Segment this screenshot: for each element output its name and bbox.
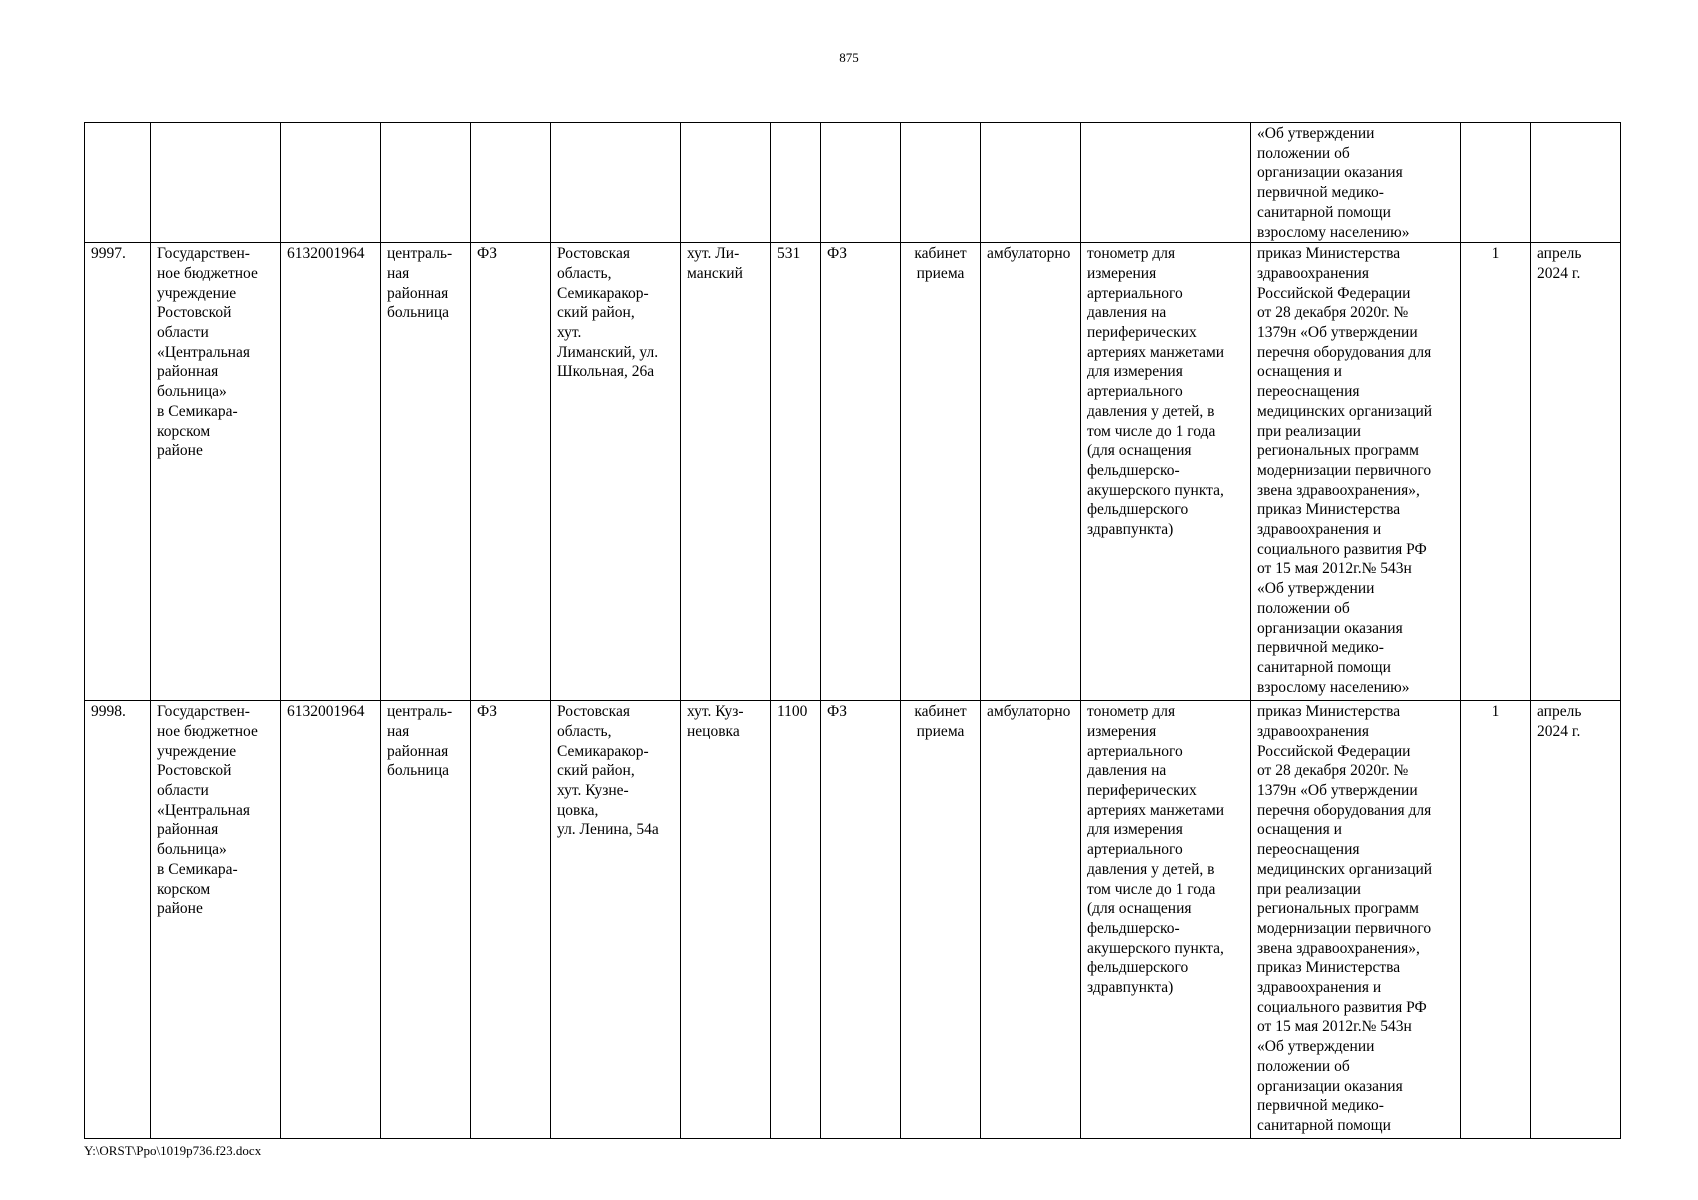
legal-basis-line: санитарной помощи [1257, 1116, 1391, 1134]
equipment-line: давления у детей, в [1087, 402, 1215, 420]
deadline-line: апрель [1537, 245, 1582, 263]
footer-file-path: Y:\ORST\Ppo\1019p736.f23.docx [84, 1143, 262, 1158]
cell-population: 531 [771, 243, 821, 701]
legal-basis-line: перечня оборудования для [1257, 343, 1432, 361]
org-line: районе [157, 442, 203, 460]
legal-basis-line: звена здравоохранения», [1257, 481, 1420, 499]
unit-line: приема [916, 264, 965, 282]
cell-address [551, 123, 681, 243]
locality-line: хут. Ли- [687, 245, 740, 263]
legal-basis-line: здравоохранения и [1257, 979, 1382, 997]
legal-basis-line: медицинских организаций [1257, 402, 1433, 420]
org-line: больница» [157, 383, 227, 401]
equipment-line: давления у детей, в [1087, 860, 1215, 878]
cell-deadline [1531, 243, 1621, 701]
cell-locality [681, 701, 771, 1139]
legal-basis-line: санитарной помощи [1257, 203, 1391, 221]
org-line: Государствен- [157, 245, 250, 263]
legal-basis-line: Российской Федерации [1257, 742, 1411, 760]
cell-fz1: ФЗ [471, 243, 551, 701]
org-line: Государствен- [157, 703, 250, 721]
page-number: 875 [839, 50, 859, 65]
cell-inn [281, 123, 381, 243]
org-line: области [157, 324, 209, 342]
legal-basis-line: 1379н «Об утверждении [1257, 782, 1418, 800]
legal-basis-line: от 15 мая 2012г.№ 543н [1257, 560, 1412, 578]
legal-basis-line: модернизации первичного [1257, 919, 1432, 937]
equipment-line: (для оснащения [1087, 442, 1192, 460]
equipment-line: для измерения [1087, 363, 1183, 381]
cell-inn: 6132001964 [281, 243, 381, 701]
table-row-continuation [85, 123, 1621, 243]
legal-basis-line: здравоохранения [1257, 264, 1369, 282]
legal-basis-line: звена здравоохранения», [1257, 939, 1420, 957]
legal-basis-line: первичной медико- [1257, 184, 1384, 202]
equipment-line: том числе до 1 года [1087, 880, 1216, 898]
cell-locality [681, 123, 771, 243]
equipment-line: акушерского пункта, [1087, 939, 1224, 957]
locality-line: нецовка [687, 722, 740, 740]
cell-locality [681, 243, 771, 701]
equipment-line: артериального [1087, 841, 1183, 859]
deadline-line: апрель [1537, 703, 1582, 721]
equipment-line: периферических [1087, 324, 1197, 342]
legal-basis-line: медицинских организаций [1257, 860, 1433, 878]
address-line: Семикаракор- [557, 284, 649, 302]
cell-equipment [1081, 123, 1251, 243]
cell-num [85, 123, 151, 243]
legal-basis-line: перечня оборудования для [1257, 801, 1432, 819]
unit-line: кабинет [914, 703, 967, 721]
cell-org [151, 123, 281, 243]
legal-basis-line: при реализации [1257, 422, 1361, 440]
legal-basis-line: социального развития РФ [1257, 540, 1427, 558]
equipment-line: измерения [1087, 264, 1157, 282]
legal-basis-line: здравоохранения и [1257, 521, 1382, 539]
org-line: Ростовской [157, 304, 232, 322]
org-line: ное бюджетное [157, 264, 258, 282]
legal-basis-line: при реализации [1257, 880, 1361, 898]
cell-org-type [381, 243, 471, 701]
legal-basis-line: организации оказания [1257, 619, 1403, 637]
equipment-line: артериях манжетами [1087, 343, 1225, 361]
equipment-line: артериях манжетами [1087, 801, 1225, 819]
legal-basis-line: санитарной помощи [1257, 658, 1391, 676]
legal-basis-line: первичной медико- [1257, 639, 1384, 657]
equipment-line: фельдшерского [1087, 501, 1189, 519]
document-table [84, 122, 1621, 1139]
org-line: «Центральная [157, 343, 250, 361]
org-line: районе [157, 900, 203, 918]
table-row [85, 243, 1621, 701]
locality-line: хут. Куз- [687, 703, 744, 721]
org-line: учреждение [157, 284, 237, 302]
legal-basis-line: социального развития РФ [1257, 998, 1427, 1016]
legal-basis-line: модернизации первичного [1257, 461, 1432, 479]
cell-fz1 [471, 123, 551, 243]
cell-care-form [981, 123, 1081, 243]
legal-basis-line: положении об [1257, 1057, 1350, 1075]
org-line: ное бюджетное [157, 722, 258, 740]
org-line: «Центральная [157, 801, 250, 819]
equipment-line: фельдшерского [1087, 959, 1189, 977]
legal-basis-line: «Об утверждении [1257, 125, 1375, 142]
legal-basis-line: организации оказания [1257, 164, 1403, 182]
cell-address [551, 701, 681, 1139]
legal-basis-line: 1379н «Об утверждении [1257, 324, 1418, 342]
legal-basis-line: региональных программ [1257, 442, 1419, 460]
cell-quantity: 1 [1461, 243, 1531, 701]
cell-legal-basis [1251, 243, 1461, 701]
address-line: ул. Ленина, 54а [557, 821, 659, 839]
legal-basis-line: региональных программ [1257, 900, 1419, 918]
org-line: районная [157, 821, 219, 839]
legal-basis-line: от 28 декабря 2020г. № [1257, 762, 1409, 780]
legal-basis-line: «Об утверждении [1257, 580, 1375, 598]
equipment-line: фельдшерско- [1087, 919, 1180, 937]
equipment-line: фельдшерско- [1087, 461, 1180, 479]
cell-unit [901, 701, 981, 1139]
org-line: в Семикара- [157, 860, 238, 878]
legal-basis-line: оснащения и [1257, 821, 1342, 839]
address-line: область, [557, 722, 612, 740]
org-line: области [157, 782, 209, 800]
table-row [85, 701, 1621, 1139]
address-line: ский район, [557, 762, 635, 780]
org-line: Ростовской [157, 762, 232, 780]
org-line: больница» [157, 841, 227, 859]
equipment-line: здравпункта) [1087, 521, 1174, 539]
locality-line: манский [687, 264, 743, 282]
cell-org-type [381, 123, 471, 243]
legal-basis-line: первичной медико- [1257, 1097, 1384, 1115]
equipment-line: том числе до 1 года [1087, 422, 1216, 440]
cell-unit [901, 123, 981, 243]
legal-basis-line: переоснащения [1257, 841, 1360, 859]
cell-org [151, 701, 281, 1139]
legal-basis-line: взрослому населению» [1257, 678, 1410, 696]
cell-address [551, 243, 681, 701]
cell-care-form: амбулаторно [981, 243, 1081, 701]
address-line: Ростовская [557, 703, 630, 721]
org-type-line: ная [387, 722, 410, 740]
cell-fz2 [821, 123, 901, 243]
org-line: корском [157, 880, 211, 898]
cell-population: 1100 [771, 701, 821, 1139]
cell-equipment [1081, 243, 1251, 701]
cell-deadline [1531, 123, 1621, 243]
cell-care-form: амбулаторно [981, 701, 1081, 1139]
equipment-line: артериального [1087, 284, 1183, 302]
legal-basis-line: здравоохранения [1257, 722, 1369, 740]
address-line: область, [557, 264, 612, 282]
cell-org-type [381, 701, 471, 1139]
legal-basis-line: положении об [1257, 599, 1350, 617]
org-line: районная [157, 363, 219, 381]
legal-basis-line: от 15 мая 2012г.№ 543н [1257, 1018, 1412, 1036]
legal-basis-line: приказ Министерства [1257, 959, 1401, 977]
cell-num: 9997. [85, 243, 151, 701]
address-line: цовка, [557, 801, 599, 819]
cell-fz2: ФЗ [821, 243, 901, 701]
address-line: Школьная, 26а [557, 363, 655, 381]
cell-num: 9998. [85, 701, 151, 1139]
org-line: в Семикара- [157, 402, 238, 420]
cell-org [151, 243, 281, 701]
org-type-line: централь- [387, 703, 453, 721]
legal-basis-line: от 28 декабря 2020г. № [1257, 304, 1409, 322]
deadline-line: 2024 г. [1537, 722, 1581, 740]
legal-basis-line: приказ Министерства [1257, 703, 1401, 721]
cell-population [771, 123, 821, 243]
unit-line: приема [916, 722, 965, 740]
address-line: Ростовская [557, 245, 630, 263]
equipment-line: акушерского пункта, [1087, 481, 1224, 499]
cell-inn: 6132001964 [281, 701, 381, 1139]
cell-unit [901, 243, 981, 701]
address-line: хут. Кузне- [557, 782, 629, 800]
cell-quantity [1461, 123, 1531, 243]
equipment-line: для измерения [1087, 821, 1183, 839]
equipment-line: тонометр для [1087, 245, 1176, 263]
equipment-line: артериального [1087, 742, 1183, 760]
deadline-line: 2024 г. [1537, 264, 1581, 282]
org-type-line: районная [387, 284, 449, 302]
equipment-line: (для оснащения [1087, 900, 1192, 918]
legal-basis-line: Российской Федерации [1257, 284, 1411, 302]
cell-legal-basis [1251, 123, 1461, 243]
org-type-line: больница [387, 762, 449, 780]
legal-basis-line: переоснащения [1257, 383, 1360, 401]
cell-deadline [1531, 701, 1621, 1139]
address-line: хут. [557, 324, 582, 342]
org-type-line: ная [387, 264, 410, 282]
equipment-line: артериального [1087, 383, 1183, 401]
cell-fz2: ФЗ [821, 701, 901, 1139]
legal-basis-line: «Об утверждении [1257, 1038, 1375, 1056]
cell-legal-basis [1251, 701, 1461, 1139]
org-type-line: централь- [387, 245, 453, 263]
legal-basis-line: приказ Министерства [1257, 245, 1401, 263]
cell-equipment [1081, 701, 1251, 1139]
equipment-line: здравпункта) [1087, 979, 1174, 997]
address-line: Семикаракор- [557, 742, 649, 760]
org-line: учреждение [157, 742, 237, 760]
legal-basis-line: приказ Министерства [1257, 501, 1401, 519]
equipment-line: давления на [1087, 762, 1167, 780]
address-line: ский район, [557, 304, 635, 322]
equipment-line: давления на [1087, 304, 1167, 322]
legal-basis-line: взрослому населению» [1257, 223, 1410, 241]
equipment-line: периферических [1087, 782, 1197, 800]
org-line: корском [157, 422, 211, 440]
legal-basis-line: положении об [1257, 144, 1350, 162]
equipment-line: измерения [1087, 722, 1157, 740]
address-line: Лиманский, ул. [557, 343, 659, 361]
legal-basis-line: оснащения и [1257, 363, 1342, 381]
unit-line: кабинет [914, 245, 967, 263]
cell-fz1: ФЗ [471, 701, 551, 1139]
org-type-line: районная [387, 742, 449, 760]
org-type-line: больница [387, 304, 449, 322]
legal-basis-line: организации оказания [1257, 1077, 1403, 1095]
equipment-line: тонометр для [1087, 703, 1176, 721]
cell-quantity: 1 [1461, 701, 1531, 1139]
